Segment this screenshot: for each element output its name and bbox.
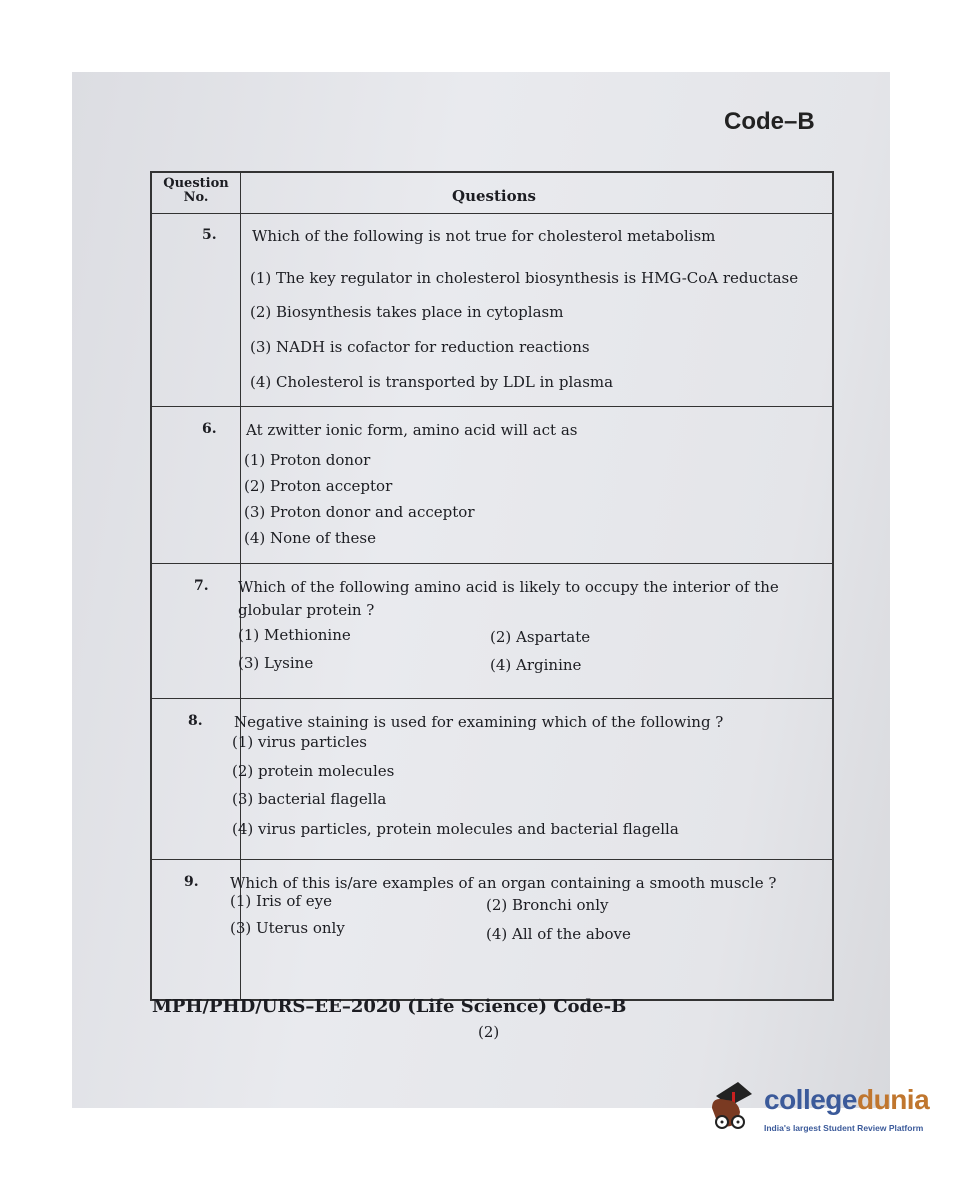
- question-8: [152, 699, 832, 860]
- question-number: 9.: [184, 874, 199, 890]
- question-number: 6.: [202, 421, 217, 437]
- option: (4) None of these: [244, 529, 376, 547]
- question-text: Which of this is/are examples of an organ containing a smooth muscle ?: [230, 874, 777, 892]
- option: (2) Biosynthesis takes place in cytoplasm: [250, 303, 564, 321]
- question-text: Which of the following is not true for cholesterol metabolism: [252, 227, 716, 245]
- option: (3) Uterus only: [230, 919, 345, 937]
- option: (2) Aspartate: [490, 628, 591, 646]
- question-5: [152, 213, 832, 407]
- option: (3) bacterial flagella: [232, 790, 387, 808]
- option: (2) protein molecules: [232, 762, 395, 780]
- question-text: Which of the following amino acid is likely to occupy the interior of the globular protein ?: [238, 578, 779, 619]
- option: (1) Methionine: [238, 626, 351, 644]
- option: (2) Proton acceptor: [244, 477, 393, 495]
- option: (1) Proton donor: [244, 451, 371, 469]
- question-7: [152, 564, 832, 699]
- option: (4) Cholesterol is transported by LDL in plasma: [250, 373, 614, 391]
- paper-footer-title: MPH/PHD/URS–EE–2020 (Life Science) Code-B: [152, 996, 627, 1017]
- question-6: [152, 407, 832, 564]
- option: (4) All of the above: [486, 925, 631, 943]
- option: (4) virus particles, protein molecules and bacterial flagella: [232, 820, 679, 838]
- question-number: 8.: [188, 713, 203, 729]
- paper-code: Code–B: [724, 108, 815, 135]
- question-number: 7.: [194, 578, 209, 594]
- question-no-header: Question No.: [163, 176, 229, 205]
- question-text: Negative staining is used for examining which of the following ?: [234, 713, 724, 731]
- question-number: 5.: [202, 227, 217, 243]
- page-number: (2): [478, 1023, 500, 1041]
- option: (3) NADH is cofactor for reduction reactions: [250, 338, 590, 356]
- option: (2) Bronchi only: [486, 896, 609, 914]
- question-table: [150, 171, 834, 1001]
- brand-tagline: India's largest Student Review Platform: [764, 1123, 924, 1133]
- option: (1) Iris of eye: [230, 892, 332, 910]
- option: (3) Proton donor and acceptor: [244, 503, 475, 521]
- collegedunia-watermark: [708, 1078, 938, 1138]
- option: (1) The key regulator in cholesterol biosynthesis is HMG-CoA reductase: [250, 269, 799, 287]
- question-text: At zwitter ionic form, amino acid will act as: [246, 421, 578, 439]
- option: (3) Lysine: [238, 654, 314, 672]
- option: (1) virus particles: [232, 733, 367, 751]
- brand-name: collegedunia: [764, 1084, 930, 1115]
- questions-header: Questions: [452, 187, 536, 205]
- question-9: [152, 860, 832, 999]
- mascot-icon: [708, 1078, 764, 1138]
- table-header: [152, 173, 832, 214]
- option: (4) Arginine: [490, 656, 582, 674]
